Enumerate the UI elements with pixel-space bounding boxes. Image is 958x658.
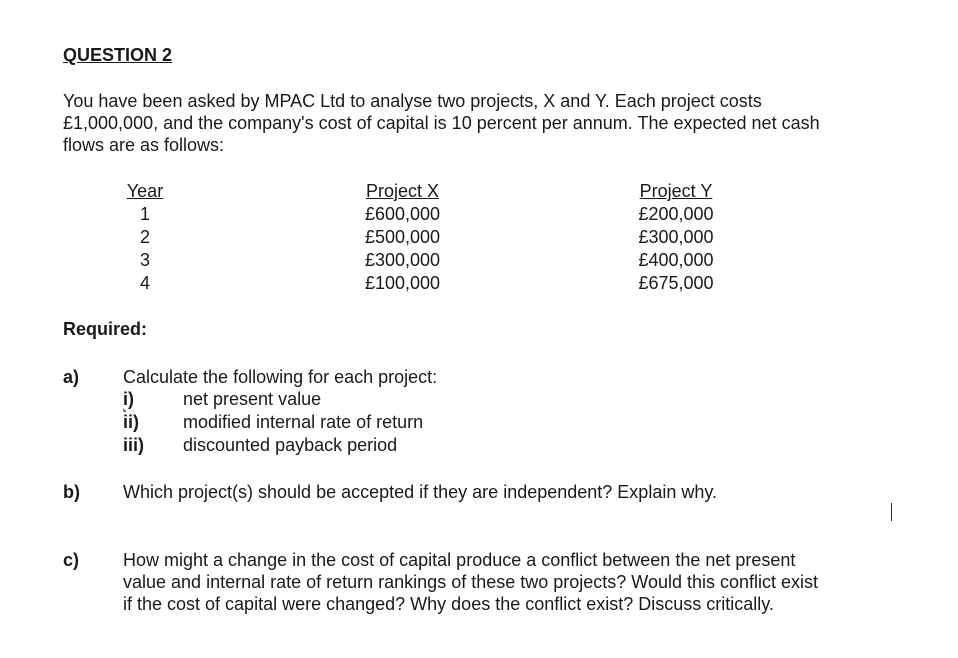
year-column bbox=[115, 180, 175, 295]
project-x-cell: £500,000 bbox=[364, 227, 441, 247]
project-y-cell: £675,000 bbox=[638, 273, 714, 293]
project-y-column bbox=[616, 180, 736, 295]
required-heading: Required: bbox=[63, 319, 148, 339]
year-cell: 1 bbox=[139, 204, 150, 224]
part-a-label: a) bbox=[63, 367, 80, 387]
sub-i-text: net present value bbox=[183, 389, 322, 409]
project-y-cell: £300,000 bbox=[638, 227, 714, 247]
project-x-cell: £600,000 bbox=[364, 204, 441, 224]
project-x-cell: £100,000 bbox=[364, 273, 441, 293]
intro-line: flows are as follows: bbox=[63, 135, 225, 155]
year-cell: 2 bbox=[139, 227, 150, 247]
part-c-line: if the cost of capital were changed? Why does the conflict exist? Discuss critically. bbox=[123, 594, 774, 614]
part-c-line: value and internal rate of return rankings of these two projects? Would this conflict exist bbox=[123, 572, 819, 592]
intro-paragraph bbox=[63, 90, 908, 156]
part-a-text: Calculate the following for each project: bbox=[123, 367, 438, 387]
question-title: QUESTION 2 bbox=[63, 45, 173, 65]
project-x-header: Project X bbox=[365, 181, 440, 201]
year-cell: 3 bbox=[139, 250, 150, 270]
project-y-header: Project Y bbox=[639, 181, 713, 201]
project-y-cell: £400,000 bbox=[638, 250, 714, 270]
sub-ii-label: ii) bbox=[123, 412, 139, 432]
part-c-line: How might a change in the cost of capital produce a conflict between the net present bbox=[123, 550, 796, 570]
part-b-label: b) bbox=[63, 482, 80, 502]
project-x-column bbox=[340, 180, 465, 295]
sub-iii-text: discounted payback period bbox=[183, 435, 398, 455]
part-c-text bbox=[123, 549, 895, 615]
text-cursor bbox=[891, 503, 892, 521]
sub-i-label: i) bbox=[123, 389, 134, 409]
intro-line: £1,000,000, and the company's cost of capital is 10 percent per annum. The expected net cash bbox=[63, 113, 820, 133]
project-x-cell: £300,000 bbox=[364, 250, 441, 270]
year-header: Year bbox=[126, 181, 164, 201]
sub-iii-label: iii) bbox=[123, 435, 144, 455]
project-y-cell: £200,000 bbox=[638, 204, 714, 224]
year-cell: 4 bbox=[139, 273, 150, 293]
part-b-text: Which project(s) should be accepted if they are independent? Explain why. bbox=[123, 482, 718, 502]
sub-ii-text: modified internal rate of return bbox=[183, 412, 424, 432]
cash-flow-table bbox=[0, 180, 958, 300]
part-c-label: c) bbox=[63, 550, 80, 570]
intro-line: You have been asked by MPAC Ltd to analyse two projects, X and Y. Each project costs bbox=[63, 91, 762, 111]
